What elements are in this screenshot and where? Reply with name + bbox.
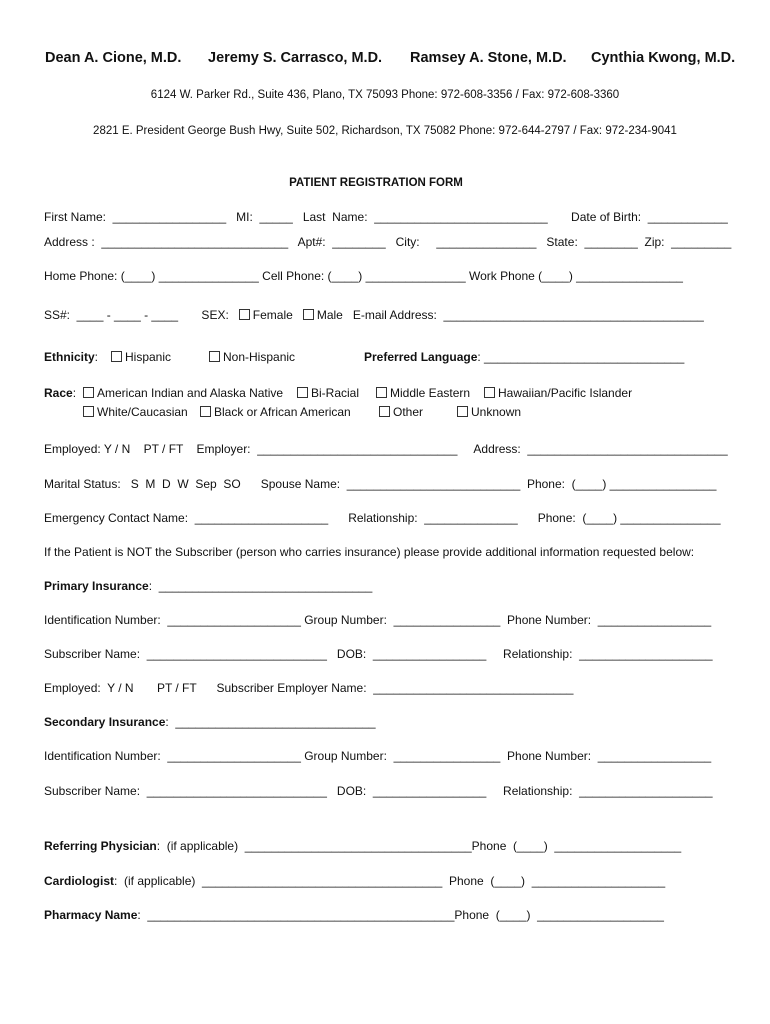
race-option[interactable]: American Indian and Alaska Native — [83, 386, 283, 400]
ethnicity-hispanic-option[interactable]: Hispanic — [111, 350, 171, 364]
ss-field[interactable]: SS#: ____ - ____ - ____ SEX: — [44, 308, 239, 322]
ethnicity-label-row: Ethnicity: — [44, 350, 99, 364]
physician-name: Dean A. Cione, M.D. — [45, 50, 182, 66]
checkbox-icon[interactable] — [83, 387, 94, 398]
physician-name: Jeremy S. Carrasco, M.D. — [208, 50, 383, 66]
checkbox-icon[interactable] — [379, 406, 390, 417]
cardiologist-field[interactable]: Cardiologist: (if applicable) ____________________________________ Phone (____) ____________________ — [44, 874, 666, 888]
checkbox-icon[interactable] — [209, 351, 220, 362]
name-dob-field[interactable]: First Name: _________________ MI: _____ Last Name: __________________________ Date of Birth: ____________ — [44, 210, 728, 224]
race-label: Race — [44, 386, 73, 400]
phone-fields[interactable]: Home Phone: (____) _______________ Cell Phone: (____) _______________ Work Phone (____) ________________ — [44, 269, 683, 283]
primary-insurance-field[interactable]: Primary Insurance: ________________________________ — [44, 579, 373, 593]
referring-physician-label: Referring Physician — [44, 839, 157, 853]
primary-employment-field[interactable]: Employed: Y / N PT / FT Subscriber Employer Name: ______________________________ — [44, 681, 574, 695]
race-option[interactable]: Hawaiian/Pacific Islander — [484, 386, 632, 400]
ss-sex-email-row — [44, 308, 704, 322]
checkbox-icon[interactable] — [484, 387, 495, 398]
sex-male-option[interactable]: Male — [303, 308, 343, 322]
checkbox-icon[interactable] — [200, 406, 211, 417]
ethnicity-label: Ethnicity — [44, 350, 95, 364]
checkbox-icon[interactable] — [376, 387, 387, 398]
preferred-language-label: Preferred Language — [364, 350, 478, 364]
primary-insurance-label: Primary Insurance — [44, 579, 149, 593]
ethnicity-non-hispanic-option[interactable]: Non-Hispanic — [209, 350, 295, 364]
cardiologist-label: Cardiologist — [44, 874, 115, 888]
physician-name: Cynthia Kwong, M.D. — [591, 50, 736, 66]
primary-subscriber-field[interactable]: Subscriber Name: ___________________________ DOB: _________________ Relationship: ____________________ — [44, 647, 713, 661]
marital-status-field[interactable]: Marital Status: S M D W Sep SO Spouse Name: __________________________ Phone: (____) ________________ — [44, 477, 717, 491]
secondary-insurance-label: Secondary Insurance — [44, 715, 166, 729]
referring-physician-field[interactable]: Referring Physician: (if applicable) __________________________________Phone (____) ___________________ — [44, 839, 682, 853]
checkbox-icon[interactable] — [83, 406, 94, 417]
race-option[interactable]: Unknown — [457, 405, 521, 419]
race-option[interactable]: Middle Eastern — [376, 386, 470, 400]
sex-female-option[interactable]: Female — [239, 308, 293, 322]
checkbox-icon[interactable] — [457, 406, 468, 417]
primary-identification-field[interactable]: Identification Number: ____________________ Group Number: ________________ Phone Number: _________________ — [44, 613, 712, 627]
subscriber-note: If the Patient is NOT the Subscriber (person who carries insurance) please provide additional information requested below: — [44, 545, 695, 559]
secondary-identification-field[interactable]: Identification Number: ____________________ Group Number: ________________ Phone Number: _________________ — [44, 749, 712, 763]
race-option[interactable]: Black or African American — [200, 405, 351, 419]
race-option[interactable]: Other — [379, 405, 423, 419]
checkbox-icon[interactable] — [297, 387, 308, 398]
form-title: PATIENT REGISTRATION FORM — [289, 177, 463, 189]
physician-name: Ramsey A. Stone, M.D. — [410, 50, 567, 66]
email-field[interactable]: E-mail Address: _______________________________________ — [342, 308, 704, 322]
office-address-richardson: 2821 E. President George Bush Hwy, Suite 502, Richardson, TX 75082 Phone: 972-644-2797 / Fax: 972-234-9041 — [93, 125, 677, 137]
race-option[interactable]: Bi-Racial — [297, 386, 359, 400]
employment-field[interactable]: Employed: Y / N PT / FT Employer: ______________________________ Address: ______________________________ — [44, 442, 728, 456]
checkbox-icon[interactable] — [303, 309, 314, 320]
checkbox-icon[interactable] — [239, 309, 250, 320]
emergency-contact-field[interactable]: Emergency Contact Name: ____________________ Relationship: ______________ Phone: (____) _______________ — [44, 511, 721, 525]
race-label-row: Race: — [44, 386, 77, 400]
checkbox-icon[interactable] — [111, 351, 122, 362]
preferred-language-field[interactable]: Preferred Language: ______________________________ — [364, 350, 685, 364]
office-address-plano: 6124 W. Parker Rd., Suite 436, Plano, TX 75093 Phone: 972-608-3356 / Fax: 972-608-3360 — [150, 89, 620, 101]
pharmacy-label: Pharmacy Name — [44, 908, 138, 922]
secondary-subscriber-field[interactable]: Subscriber Name: ___________________________ DOB: _________________ Relationship: ____________________ — [44, 784, 713, 798]
address-field[interactable]: Address : ____________________________ Apt#: ________ City: _______________ State: ________ Zip: _________ — [44, 235, 732, 249]
race-option[interactable]: White/Caucasian — [83, 405, 188, 419]
pharmacy-field[interactable]: Pharmacy Name: ______________________________________________Phone (____) ___________________ — [44, 908, 664, 922]
secondary-insurance-field[interactable]: Secondary Insurance: ______________________________ — [44, 715, 376, 729]
